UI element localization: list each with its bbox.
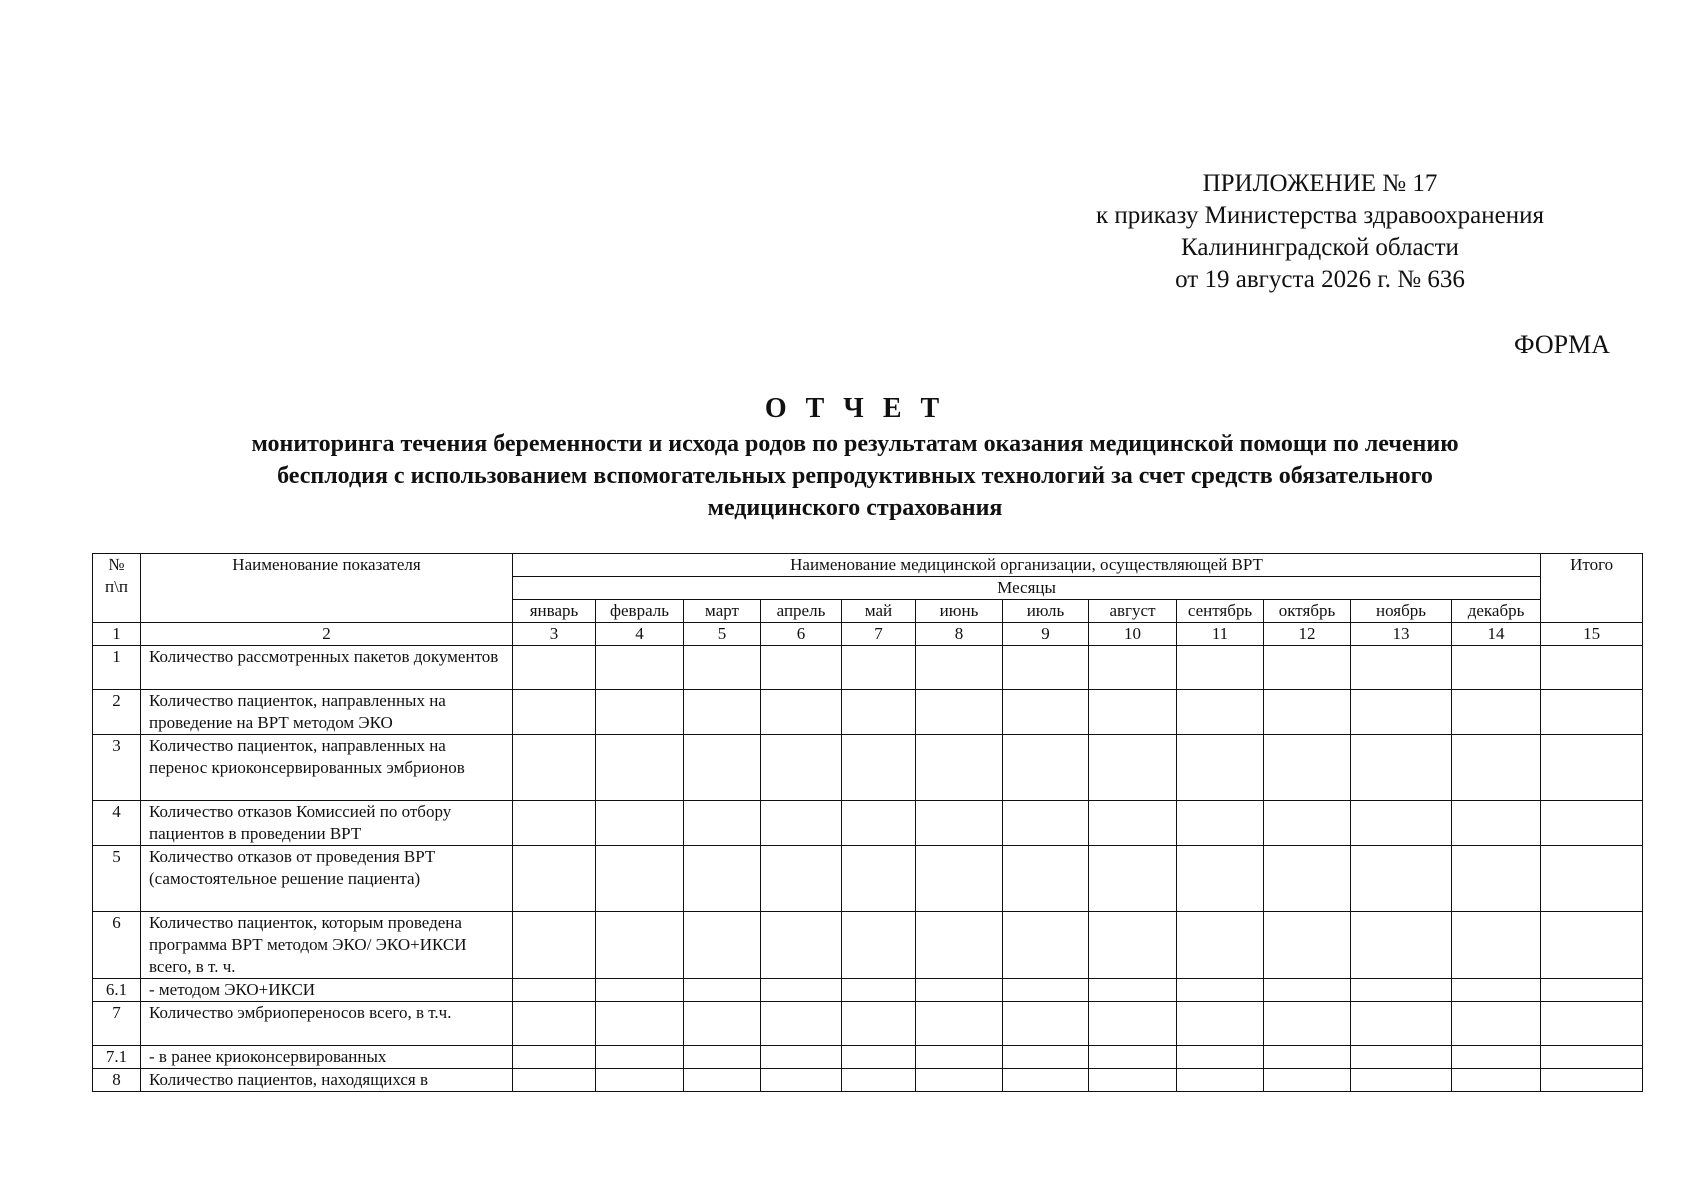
header-month: февраль xyxy=(596,600,684,623)
month-value-cell[interactable] xyxy=(842,801,916,846)
header-name: Наименование показателя xyxy=(141,554,513,623)
row-indicator-name: - методом ЭКО+ИКСИ xyxy=(141,979,513,1002)
total-value-cell[interactable] xyxy=(1541,1002,1643,1046)
month-value-cell[interactable] xyxy=(684,801,761,846)
row-number: 5 xyxy=(93,846,141,912)
month-value-cell[interactable] xyxy=(842,1002,916,1046)
table-row xyxy=(93,801,1643,846)
total-value-cell[interactable] xyxy=(1541,846,1643,912)
table-row xyxy=(93,646,1643,690)
row-indicator-name: Количество отказов Комиссией по отбору пациентов в проведении ВРТ xyxy=(141,801,513,846)
row-indicator-name: Количество пациентов, находящихся в xyxy=(141,1069,513,1092)
total-value-cell[interactable] xyxy=(1541,646,1643,690)
column-numbers-row xyxy=(93,623,1643,646)
month-value-cell[interactable] xyxy=(761,979,842,1002)
annex-region: Калининградской области xyxy=(1181,234,1459,261)
row-number: 3 xyxy=(93,735,141,801)
month-value-cell[interactable] xyxy=(684,735,761,801)
month-value-cell[interactable] xyxy=(1452,801,1541,846)
month-value-cell[interactable] xyxy=(1264,690,1351,735)
month-value-cell[interactable] xyxy=(1264,912,1351,979)
month-value-cell[interactable] xyxy=(1003,646,1089,690)
table-row xyxy=(93,912,1643,979)
month-value-cell[interactable] xyxy=(1264,735,1351,801)
month-value-cell[interactable] xyxy=(513,1002,596,1046)
header-month: сентябрь xyxy=(1177,600,1264,623)
total-value-cell[interactable] xyxy=(1541,1069,1643,1092)
column-number-cell: 14 xyxy=(1452,623,1541,646)
table-row xyxy=(93,735,1643,801)
month-value-cell[interactable] xyxy=(1089,646,1177,690)
month-value-cell[interactable] xyxy=(1003,801,1089,846)
row-number: 2 xyxy=(93,690,141,735)
table-row xyxy=(93,690,1643,735)
column-number-cell: 1 xyxy=(93,623,141,646)
month-value-cell[interactable] xyxy=(842,979,916,1002)
month-value-cell[interactable] xyxy=(1452,846,1541,912)
report-title-block xyxy=(100,392,1610,524)
month-value-cell[interactable] xyxy=(1177,1002,1264,1046)
month-value-cell[interactable] xyxy=(761,690,842,735)
month-value-cell[interactable] xyxy=(1264,646,1351,690)
month-value-cell[interactable] xyxy=(1351,801,1452,846)
month-value-cell[interactable] xyxy=(684,690,761,735)
row-indicator-name: Количество пациенток, направленных на проведение на ВРТ методом ЭКО xyxy=(141,690,513,735)
column-number-cell: 11 xyxy=(1177,623,1264,646)
report-table-body xyxy=(93,554,1643,1092)
month-value-cell[interactable] xyxy=(596,690,684,735)
column-number-cell: 4 xyxy=(596,623,684,646)
row-number: 7 xyxy=(93,1002,141,1046)
report-subtitle-line3: медицинского страхования xyxy=(707,495,1003,521)
month-value-cell[interactable] xyxy=(842,690,916,735)
header-month: июнь xyxy=(916,600,1003,623)
month-value-cell[interactable] xyxy=(842,735,916,801)
month-value-cell[interactable] xyxy=(1264,1046,1351,1069)
month-value-cell[interactable] xyxy=(596,1046,684,1069)
report-subtitle xyxy=(100,428,1610,524)
annex-number: ПРИЛОЖЕНИЕ № 17 xyxy=(1202,170,1438,197)
month-value-cell[interactable] xyxy=(1003,690,1089,735)
month-value-cell[interactable] xyxy=(596,979,684,1002)
month-value-cell[interactable] xyxy=(1351,912,1452,979)
month-value-cell[interactable] xyxy=(1351,979,1452,1002)
month-value-cell[interactable] xyxy=(1003,1046,1089,1069)
month-value-cell[interactable] xyxy=(1351,690,1452,735)
month-value-cell[interactable] xyxy=(761,1069,842,1092)
month-value-cell[interactable] xyxy=(684,1069,761,1092)
month-value-cell[interactable] xyxy=(1177,646,1264,690)
row-indicator-name: - в ранее криоконсервированных xyxy=(141,1046,513,1069)
header-month: апрель xyxy=(761,600,842,623)
month-value-cell[interactable] xyxy=(1003,1002,1089,1046)
header-month: май xyxy=(842,600,916,623)
row-number: 6.1 xyxy=(93,979,141,1002)
month-value-cell[interactable] xyxy=(1089,912,1177,979)
month-value-cell[interactable] xyxy=(916,979,1003,1002)
month-value-cell[interactable] xyxy=(684,646,761,690)
row-number: 1 xyxy=(93,646,141,690)
month-value-cell[interactable] xyxy=(684,1046,761,1069)
month-value-cell[interactable] xyxy=(761,646,842,690)
month-value-cell[interactable] xyxy=(1351,1069,1452,1092)
month-value-cell[interactable] xyxy=(1452,979,1541,1002)
header-month: октябрь xyxy=(1264,600,1351,623)
month-value-cell[interactable] xyxy=(842,1069,916,1092)
month-value-cell[interactable] xyxy=(761,1002,842,1046)
month-value-cell[interactable] xyxy=(513,1046,596,1069)
month-value-cell[interactable] xyxy=(1177,801,1264,846)
annex-order-ref: к приказу Министерства здравоохранения xyxy=(1095,202,1545,229)
total-value-cell[interactable] xyxy=(1541,979,1643,1002)
month-value-cell[interactable] xyxy=(1089,1069,1177,1092)
month-value-cell[interactable] xyxy=(1452,646,1541,690)
month-value-cell[interactable] xyxy=(916,1069,1003,1092)
month-value-cell[interactable] xyxy=(761,912,842,979)
column-number-cell: 2 xyxy=(141,623,513,646)
month-value-cell[interactable] xyxy=(1264,1002,1351,1046)
month-value-cell[interactable] xyxy=(596,1002,684,1046)
month-value-cell[interactable] xyxy=(1003,846,1089,912)
row-number: 4 xyxy=(93,801,141,846)
form-label: ФОРМА xyxy=(1514,330,1610,359)
month-value-cell[interactable] xyxy=(1089,735,1177,801)
month-value-cell[interactable] xyxy=(1452,1002,1541,1046)
total-value-cell[interactable] xyxy=(1541,801,1643,846)
column-number-cell: 5 xyxy=(684,623,761,646)
month-value-cell[interactable] xyxy=(513,735,596,801)
month-value-cell[interactable] xyxy=(1264,801,1351,846)
month-value-cell[interactable] xyxy=(513,801,596,846)
table-row xyxy=(93,1046,1643,1069)
month-value-cell[interactable] xyxy=(513,690,596,735)
month-value-cell[interactable] xyxy=(1452,912,1541,979)
month-value-cell[interactable] xyxy=(1264,979,1351,1002)
month-value-cell[interactable] xyxy=(1177,690,1264,735)
month-value-cell[interactable] xyxy=(761,801,842,846)
month-value-cell[interactable] xyxy=(513,979,596,1002)
month-value-cell[interactable] xyxy=(916,1046,1003,1069)
row-indicator-name: Количество рассмотренных пакетов документов xyxy=(141,646,513,690)
column-number-cell: 10 xyxy=(1089,623,1177,646)
report-table xyxy=(92,553,1643,1092)
month-value-cell[interactable] xyxy=(596,1069,684,1092)
month-value-cell[interactable] xyxy=(916,690,1003,735)
header-num: № п\п xyxy=(93,554,141,623)
month-value-cell[interactable] xyxy=(1177,979,1264,1002)
column-number-cell: 3 xyxy=(513,623,596,646)
month-value-cell[interactable] xyxy=(596,735,684,801)
column-number-cell: 8 xyxy=(916,623,1003,646)
column-number-cell: 13 xyxy=(1351,623,1452,646)
month-value-cell[interactable] xyxy=(842,846,916,912)
month-value-cell[interactable] xyxy=(684,912,761,979)
month-value-cell[interactable] xyxy=(1089,690,1177,735)
row-indicator-name: Количество пациенток, направленных на перенос криоконсервированных эмбрионов xyxy=(141,735,513,801)
month-value-cell[interactable] xyxy=(1089,1002,1177,1046)
month-value-cell[interactable] xyxy=(596,801,684,846)
month-value-cell[interactable] xyxy=(1452,1069,1541,1092)
month-value-cell[interactable] xyxy=(1089,979,1177,1002)
header-months-label: Месяцы xyxy=(513,577,1541,600)
month-value-cell[interactable] xyxy=(513,646,596,690)
table-row xyxy=(93,846,1643,912)
column-number-cell: 12 xyxy=(1264,623,1351,646)
total-value-cell[interactable] xyxy=(1541,912,1643,979)
month-value-cell[interactable] xyxy=(513,912,596,979)
month-value-cell[interactable] xyxy=(761,1046,842,1069)
month-value-cell[interactable] xyxy=(842,1046,916,1069)
table-row xyxy=(93,1002,1643,1046)
header-month: июль xyxy=(1003,600,1089,623)
row-indicator-name: Количество отказов от проведения ВРТ (самостоятельное решение пациента) xyxy=(141,846,513,912)
month-value-cell[interactable] xyxy=(1452,1046,1541,1069)
month-value-cell[interactable] xyxy=(761,735,842,801)
column-number-cell: 9 xyxy=(1003,623,1089,646)
month-value-cell[interactable] xyxy=(684,979,761,1002)
total-value-cell[interactable] xyxy=(1541,1046,1643,1069)
header-org: Наименование медицинской организации, осуществляющей ВРТ xyxy=(513,554,1541,577)
month-value-cell[interactable] xyxy=(684,846,761,912)
month-value-cell[interactable] xyxy=(761,846,842,912)
month-value-cell[interactable] xyxy=(1089,801,1177,846)
total-value-cell[interactable] xyxy=(1541,690,1643,735)
month-value-cell[interactable] xyxy=(842,912,916,979)
header-month: август xyxy=(1089,600,1177,623)
total-value-cell[interactable] xyxy=(1541,735,1643,801)
table-row xyxy=(93,979,1643,1002)
row-number: 8 xyxy=(93,1069,141,1092)
month-value-cell[interactable] xyxy=(596,846,684,912)
column-number-cell: 7 xyxy=(842,623,916,646)
month-value-cell[interactable] xyxy=(596,646,684,690)
header-row-1 xyxy=(93,554,1643,577)
column-number-cell: 15 xyxy=(1541,623,1643,646)
month-value-cell[interactable] xyxy=(1177,1069,1264,1092)
month-value-cell[interactable] xyxy=(684,1002,761,1046)
month-value-cell[interactable] xyxy=(596,912,684,979)
month-value-cell[interactable] xyxy=(916,646,1003,690)
row-number: 6 xyxy=(93,912,141,979)
month-value-cell[interactable] xyxy=(1351,646,1452,690)
report-subtitle-line2: бесплодия с использованием вспомогательных репродуктивных технологий за счет средств обязательного xyxy=(277,463,1433,489)
month-value-cell[interactable] xyxy=(1177,846,1264,912)
header-month: декабрь xyxy=(1452,600,1541,623)
month-value-cell[interactable] xyxy=(1452,735,1541,801)
month-value-cell[interactable] xyxy=(1177,735,1264,801)
report-subtitle-line1: мониторинга течения беременности и исхода родов по результатам оказания медицинской помощи по лечению xyxy=(251,431,1459,457)
header-month: ноябрь xyxy=(1351,600,1452,623)
month-value-cell[interactable] xyxy=(513,1069,596,1092)
month-value-cell[interactable] xyxy=(1264,846,1351,912)
header-total: Итого xyxy=(1541,554,1643,623)
annex-date: от 19 августа 2026 г. № 636 xyxy=(1175,266,1465,293)
month-value-cell[interactable] xyxy=(513,846,596,912)
month-value-cell[interactable] xyxy=(916,735,1003,801)
month-value-cell[interactable] xyxy=(916,1002,1003,1046)
month-value-cell[interactable] xyxy=(1452,690,1541,735)
row-indicator-name: Количество пациенток, которым проведена программа ВРТ методом ЭКО/ ЭКО+ИКСИ всего, в т. ч. xyxy=(141,912,513,979)
month-value-cell[interactable] xyxy=(916,912,1003,979)
column-number-cell: 6 xyxy=(761,623,842,646)
month-value-cell[interactable] xyxy=(1351,1046,1452,1069)
month-value-cell[interactable] xyxy=(1003,1069,1089,1092)
month-value-cell[interactable] xyxy=(916,846,1003,912)
month-value-cell[interactable] xyxy=(842,646,916,690)
annex-block xyxy=(1040,168,1600,296)
table-row xyxy=(93,1069,1643,1092)
header-month: март xyxy=(684,600,761,623)
row-indicator-name: Количество эмбриопереносов всего, в т.ч. xyxy=(141,1002,513,1046)
month-value-cell[interactable] xyxy=(916,801,1003,846)
month-value-cell[interactable] xyxy=(1351,1002,1452,1046)
row-number: 7.1 xyxy=(93,1046,141,1069)
month-value-cell[interactable] xyxy=(1351,735,1452,801)
month-value-cell[interactable] xyxy=(1003,912,1089,979)
month-value-cell[interactable] xyxy=(1089,846,1177,912)
month-value-cell[interactable] xyxy=(1177,1046,1264,1069)
month-value-cell[interactable] xyxy=(1003,735,1089,801)
month-value-cell[interactable] xyxy=(1177,912,1264,979)
month-value-cell[interactable] xyxy=(1351,846,1452,912)
report-title: О Т Ч Е Т xyxy=(764,393,946,424)
header-month: январь xyxy=(513,600,596,623)
month-value-cell[interactable] xyxy=(1003,979,1089,1002)
month-value-cell[interactable] xyxy=(1089,1046,1177,1069)
month-value-cell[interactable] xyxy=(1264,1069,1351,1092)
